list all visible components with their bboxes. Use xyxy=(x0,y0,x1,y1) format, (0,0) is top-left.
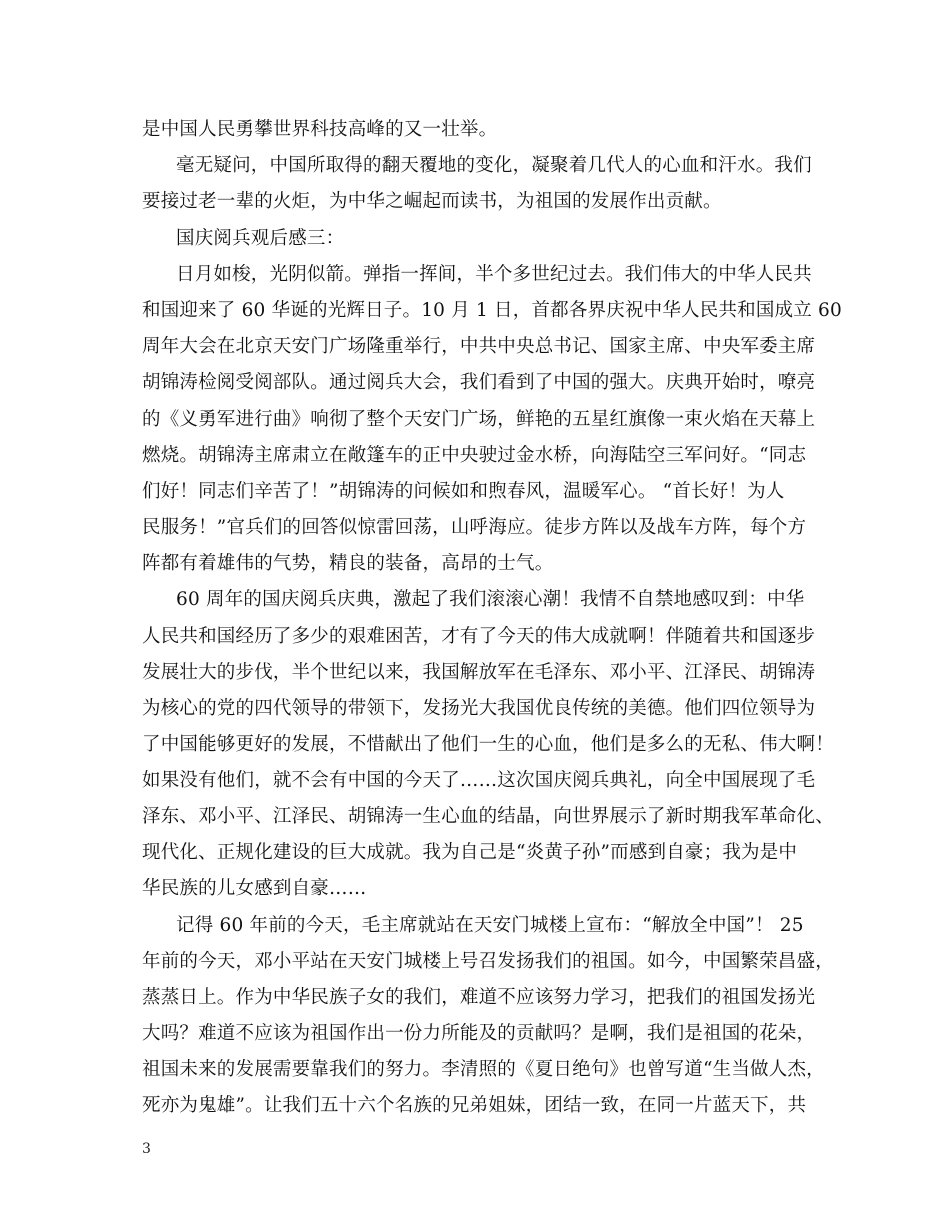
text-line: 发展壮大的步伐，半个世纪以来，我国解放军在毛泽东、邓小平、江泽民、胡锦涛 xyxy=(142,662,816,683)
text-line: 燃烧。胡锦涛主席肃立在敞篷车的正中央驶过金水桥，向海陆空三军问好。“同志 xyxy=(142,445,807,466)
text-line: 如果没有他们，就不会有中国的今天了……这次国庆阅兵典礼，向全中国展现了毛 xyxy=(142,770,816,791)
text-line: 蒸蒸日上。作为中华民族子女的我们，难道不应该努力学习，把我们的祖国发扬光 xyxy=(142,987,816,1008)
page-number: 3 xyxy=(142,1141,151,1157)
text-line: 了中国能够更好的发展，不惜献出了他们一生的心血，他们是多么的无私、伟大啊！ xyxy=(142,734,834,755)
text-line: 毫无疑问，中国所取得的翻天覆地的变化，凝聚着几代人的心血和汗水。我们 xyxy=(176,155,812,176)
text-line: 60 周年的国庆阅兵庆典，激起了我们滚滚心潮！我情不自禁地感叹到：中华 xyxy=(176,589,805,610)
text-line: 日月如梭，光阴似箭。弹指一挥间，半个多世纪过去。我们伟大的中华人民共 xyxy=(176,264,812,285)
text-line: 记得 60 年前的今天，毛主席就站在天安门城楼上宣布：“解放全中国”！ 25 xyxy=(176,915,804,936)
text-line: 的《义勇军进行曲》响彻了整个天安门广场，鲜艳的五星红旗像一束火焰在天幕上 xyxy=(142,409,816,430)
text-line: 华民族的儿女感到自豪…… xyxy=(142,878,367,899)
text-line: 阵都有着雄伟的气势，精良的装备，高昂的士气。 xyxy=(142,553,554,574)
section-heading: 国庆阅兵观后感三： xyxy=(176,228,345,249)
text-line: 为核心的党的四代领导的带领下，发扬光大我国优良传统的美德。他们四位领导为 xyxy=(142,698,816,719)
text-line: 泽东、邓小平、江泽民、胡锦涛一生心血的结晶，向世界展示了新时期我军革命化、 xyxy=(142,806,834,827)
text-line: 们好！同志们辛苦了！”胡锦涛的问候如和煦春风，温暖军心。 “首长好！为人 xyxy=(142,481,785,502)
text-line: 胡锦涛检阅受阅部队。通过阅兵大会，我们看到了中国的强大。庆典开始时，嘹亮 xyxy=(142,372,816,393)
text-line: 祖国未来的发展需要靠我们的努力。李清照的《夏日绝句》也曾写道“生当做人杰， xyxy=(142,1059,825,1080)
text-line: 和国迎来了 60 华诞的光辉日子。10 月 1 日，首都各界庆祝中华人民共和国成立 60 xyxy=(142,300,842,321)
text-line: 人民共和国经历了多少的艰难困苦，才有了今天的伟大成就啊！伴随着共和国逐步 xyxy=(142,626,816,647)
text-line: 现代化、正规化建设的巨大成就。我为自己是“炎黄子孙”而感到自豪；我为是中 xyxy=(142,842,798,863)
text-line: 民服务！”官兵们的回答似惊雷回荡，山呼海应。徒步方阵以及战车方阵，每个方 xyxy=(142,517,807,538)
text-line: 是中国人民勇攀世界科技高峰的又一壮举。 xyxy=(142,119,498,140)
text-line: 死亦为鬼雄”。让我们五十六个名族的兄弟姐妹，团结一致，在同一片蓝天下，共 xyxy=(142,1095,807,1116)
text-line: 大吗？难道不应该为祖国作出一份力所能及的贡献吗？是啊，我们是祖国的花朵， xyxy=(142,1023,816,1044)
text-line: 要接过老一辈的火炬，为中华之崛起而读书，为祖国的发展作出贡献。 xyxy=(142,191,722,212)
text-line: 年前的今天，邓小平站在天安门城楼上号召发扬我们的祖国。如今，中国繁荣昌盛， xyxy=(142,951,834,972)
text-line: 周年大会在北京天安门广场隆重举行，中共中央总书记、国家主席、中央军委主席 xyxy=(142,336,816,357)
